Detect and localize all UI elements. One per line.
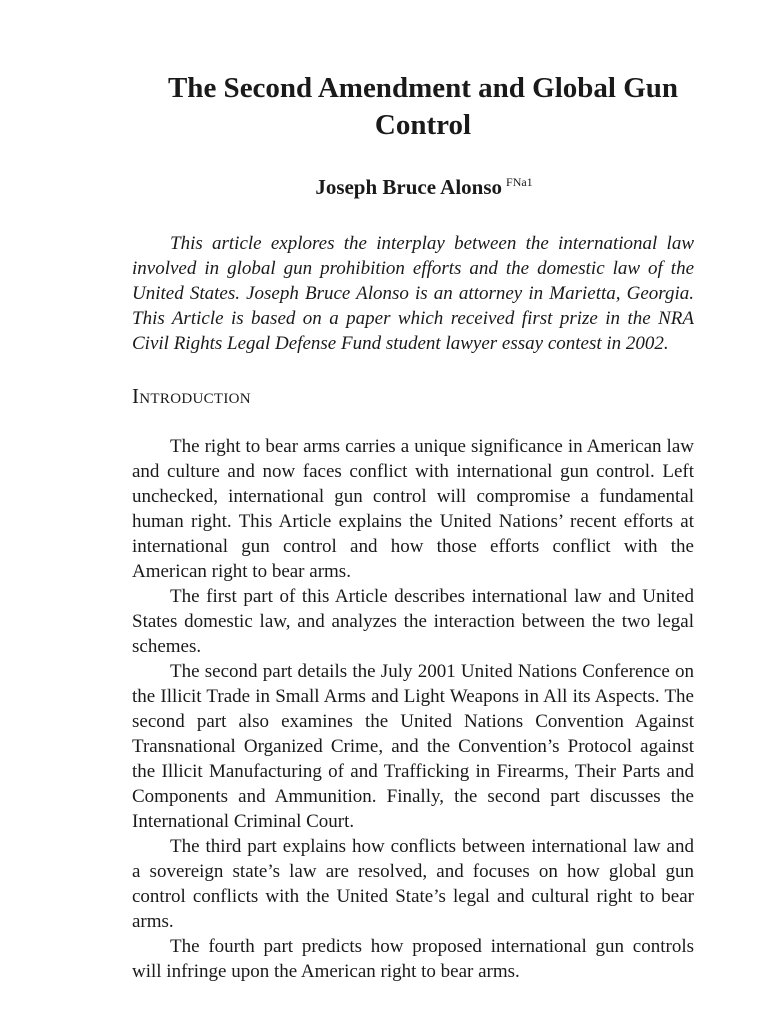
abstract: This article explores the interplay between the international law involved in global gun prohibition efforts and the domestic law of the United States. Joseph Bruce Alonso is an attorney in Marietta, Georgia. This Article is based on a paper which received first prize in the NRA Civil Rights Legal Defense Fund student lawyer essay contest in 2002. [132, 233, 694, 354]
author-line [132, 168, 694, 201]
paragraph: The fourth part predicts how proposed international gun controls will infringe upon the American right to bear arms. [132, 936, 694, 982]
section-heading-introduction: Introduction [132, 384, 251, 408]
author-footnote-marker: FNa1 [506, 175, 533, 189]
paragraph: The third part explains how conflicts between international law and a sovereign state’s law are resolved, and focuses on how global gun control conflicts with the United State’s legal and cultural right to bear arms. [132, 836, 694, 932]
paragraph: The right to bear arms carries a unique significance in American law and culture and now faces conflict with international gun control. Left unchecked, international gun control will compromise a fundamental human right. This Article explains the United Nations’ recent efforts at international gun control and how those efforts conflict with the American right to bear arms. [132, 436, 694, 582]
document-title: The Second Amendment and Global Gun Control [167, 72, 679, 141]
body-text [132, 434, 694, 984]
author-name: Joseph Bruce Alonso [315, 175, 503, 199]
document-page [132, 70, 694, 984]
paragraph: The second part details the July 2001 United Nations Conference on the Illicit Trade in Small Arms and Light Weapons in All its Aspects. The second part also examines the United Nations Convention Against Transnational Organized Crime, and the Convention’s Protocol against the Illicit Manufacturing of and Trafficking in Firearms, Their Parts and Components and Ammunition. Finally, the second part discusses the International Criminal Court. [132, 661, 694, 832]
paragraph: The first part of this Article describes international law and United States domestic law, and analyzes the interaction between the two legal schemes. [132, 586, 694, 657]
